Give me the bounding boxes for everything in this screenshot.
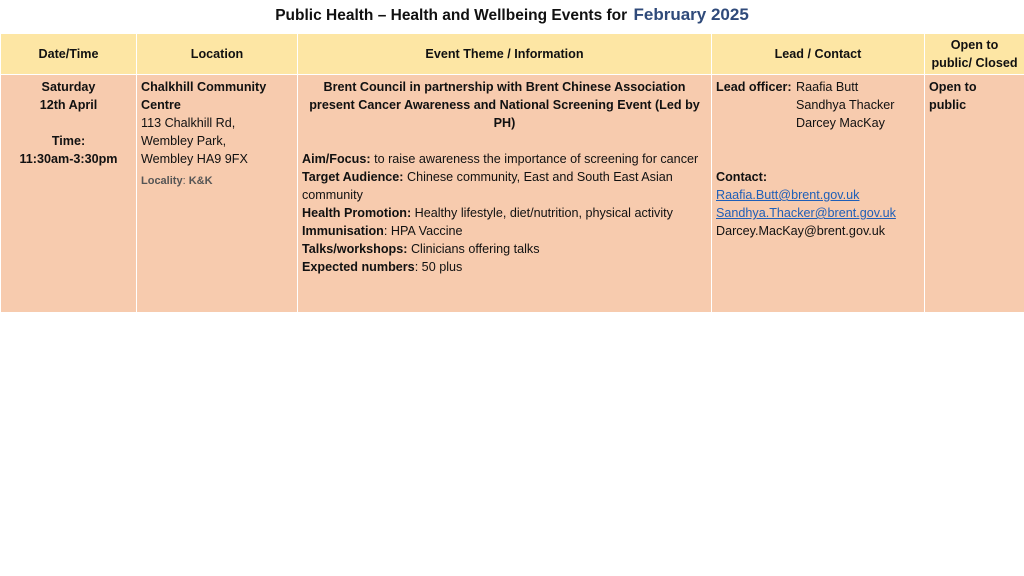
lead-officer-name: Raafia Butt (796, 80, 859, 94)
aim-text: to raise awareness the importance of screening for cancer (374, 152, 699, 166)
event-day: Saturday (41, 80, 96, 94)
event-theme-title: Brent Council in partnership with Brent Chinese Association present Cancer Awareness and National Screening Event (Led by PH) (309, 80, 700, 130)
immunisation-text: : HPA Vaccine (383, 224, 463, 238)
promotion-text: Healthy lifestyle, diet/nutrition, physical activity (414, 206, 673, 220)
open-status: Open to public (929, 80, 977, 112)
talks-text: Clinicians offering talks (410, 242, 540, 256)
locality-value: K&K (188, 175, 213, 187)
lead-officer-names (796, 78, 920, 132)
cell-lead (712, 75, 925, 313)
cell-datetime (1, 75, 137, 313)
event-immunisation (302, 222, 707, 240)
lead-officer (716, 78, 920, 132)
page-title (0, 5, 1024, 25)
numbers-label: Expected numbers (302, 260, 415, 274)
title-month: February 2025 (633, 5, 749, 24)
event-numbers (302, 258, 707, 276)
contact-label: Contact: (716, 170, 768, 184)
lead-officer-name: Sandhya Thacker (796, 98, 895, 112)
event-time: 11:30am-3:30pm (19, 152, 118, 166)
title-main: Public Health – Health and Wellbeing Events for (275, 7, 628, 24)
table-header-row (1, 34, 1024, 75)
event-time-label: Time: (51, 134, 86, 148)
lead-officer-label: Lead officer: (716, 80, 792, 94)
talks-label: Talks/workshops: (302, 242, 408, 256)
cell-location (137, 75, 298, 313)
event-promotion (302, 204, 707, 222)
cell-theme (298, 75, 712, 313)
event-date: 12th April (39, 98, 98, 112)
event-address-line3: Wembley HA9 9FX (141, 152, 248, 166)
header-lead: Lead / Contact (712, 34, 925, 75)
cell-open (925, 75, 1024, 313)
audience-label: Target Audience: (302, 170, 404, 184)
header-theme: Event Theme / Information (298, 34, 712, 75)
header-datetime: Date/Time (1, 34, 137, 75)
contact-email-link[interactable]: Sandhya.Thacker@brent.gov.uk (716, 206, 896, 220)
event-venue: Chalkhill Community Centre (141, 80, 267, 112)
promotion-label: Health Promotion: (302, 206, 412, 220)
lead-officer-name: Darcey MacKay (796, 116, 885, 130)
event-aim (302, 150, 707, 168)
header-location: Location (137, 34, 298, 75)
event-talks (302, 240, 707, 258)
events-table (0, 33, 1024, 313)
event-locality: Locality: K&K (141, 175, 213, 187)
contact-email-text: Darcey.MacKay@brent.gov.uk (716, 224, 886, 238)
event-audience (302, 168, 707, 204)
event-address-line2: Wembley Park, (141, 134, 227, 148)
event-address-line1: 113 Chalkhill Rd, (141, 116, 236, 130)
contact-email-link[interactable]: Raafia.Butt@brent.gov.uk (716, 188, 860, 202)
aim-label: Aim/Focus: (302, 152, 371, 166)
immunisation-label: Immunisation (302, 224, 384, 238)
audience-text: Chinese community, East and South East Asian community (302, 170, 673, 202)
table-row (1, 75, 1024, 313)
header-open: Open to public/ Closed (925, 34, 1024, 75)
locality-label: Locality (141, 175, 183, 187)
numbers-text: : 50 plus (414, 260, 463, 274)
